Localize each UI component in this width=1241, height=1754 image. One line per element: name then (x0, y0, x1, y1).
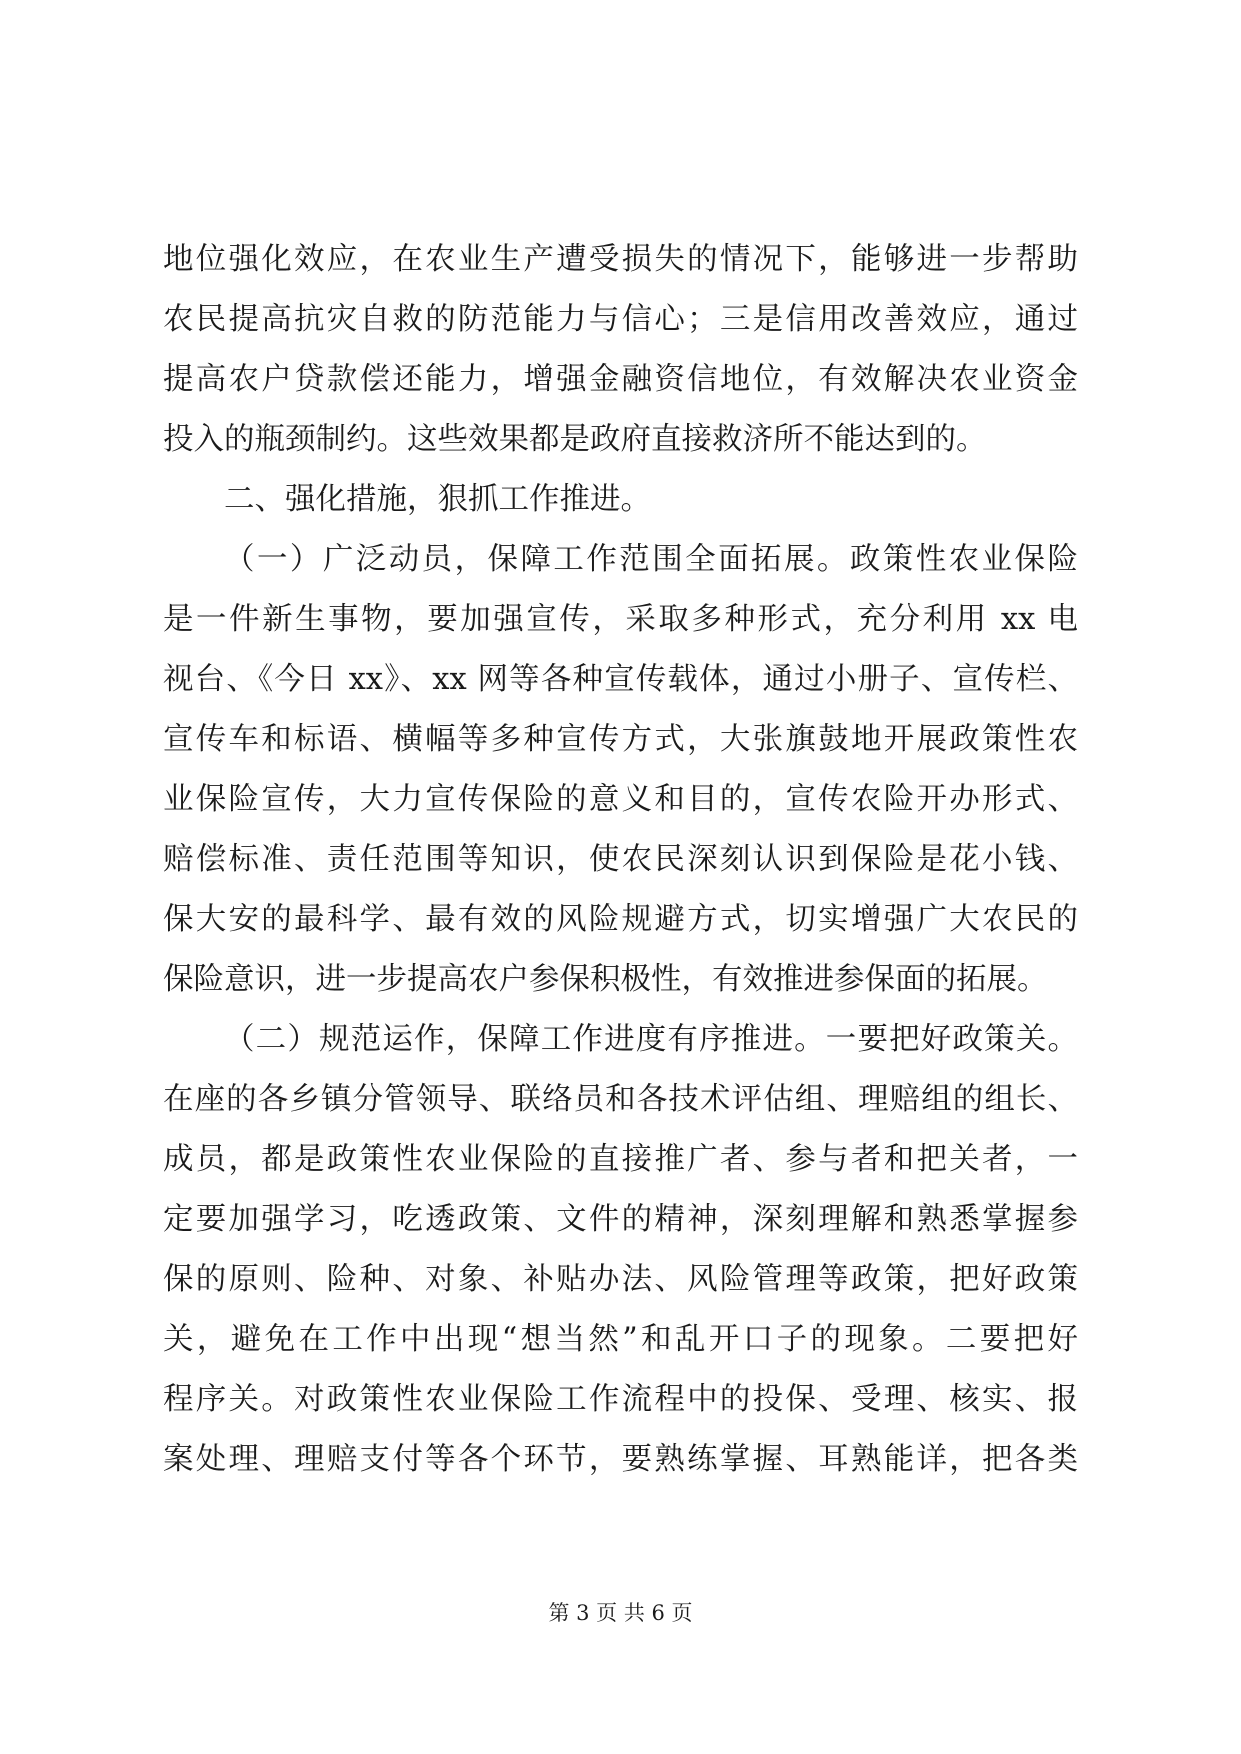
paragraph-line: 保险意识，进一步提高农户参保积极性，有效推进参保面的拓展。 (163, 962, 1048, 997)
paragraph-line: （一）广泛动员，保障工作范围全面拓展。政策性农业保险 (224, 542, 1078, 577)
paragraph-line: 保的原则、险种、对象、补贴办法、风险管理等政策，把好政策 (163, 1262, 1078, 1297)
paragraph-line: 视台、《今日 xx》、xx 网等各种宣传载体，通过小册子、宣传栏、 (163, 662, 1078, 697)
section-heading: 二、强化措施，狠抓工作推进。 (224, 482, 651, 517)
paragraph-line: 关，避免在工作中出现“想当然”和乱开口子的现象。二要把好 (163, 1322, 1078, 1357)
paragraph-line: 宣传车和标语、横幅等多种宣传方式，大张旗鼓地开展政策性农 (163, 722, 1078, 757)
paragraph-line: 业保险宣传，大力宣传保险的意义和目的，宣传农险开办形式、 (163, 782, 1078, 817)
page-footer: 第 3 页 共 6 页 (548, 1601, 693, 1625)
paragraph-line: 赔偿标准、责任范围等知识，使农民深刻认识到保险是花小钱、 (163, 842, 1078, 877)
paragraph-line: 程序关。对政策性农业保险工作流程中的投保、受理、核实、报 (163, 1382, 1078, 1417)
paragraph-line: 投入的瓶颈制约。这些效果都是政府直接救济所不能达到的。 (163, 422, 987, 457)
paragraph-line: 提高农户贷款偿还能力，增强金融资信地位，有效解决农业资金 (163, 362, 1078, 397)
paragraph-line: 保大安的最科学、最有效的风险规避方式，切实增强广大农民的 (163, 902, 1078, 937)
paragraph-line: 在座的各乡镇分管领导、联络员和各技术评估组、理赔组的组长、 (163, 1082, 1078, 1117)
body-text (163, 230, 1078, 1490)
paragraph-line: （二）规范运作，保障工作进度有序推进。一要把好政策关。 (224, 1022, 1078, 1057)
paragraph-line: 是一件新生事物，要加强宣传，采取多种形式，充分利用 xx 电 (163, 602, 1078, 637)
paragraph-line: 定要加强学习，吃透政策、文件的精神，深刻理解和熟悉掌握参 (163, 1202, 1078, 1237)
paragraph-line: 农民提高抗灾自救的防范能力与信心；三是信用改善效应，通过 (163, 302, 1078, 337)
paragraph-line: 地位强化效应，在农业生产遭受损失的情况下，能够进一步帮助 (163, 242, 1078, 277)
paragraph-line: 成员，都是政策性农业保险的直接推广者、参与者和把关者，一 (163, 1142, 1078, 1177)
paragraph-line: 案处理、理赔支付等各个环节，要熟练掌握、耳熟能详，把各类 (163, 1442, 1078, 1477)
